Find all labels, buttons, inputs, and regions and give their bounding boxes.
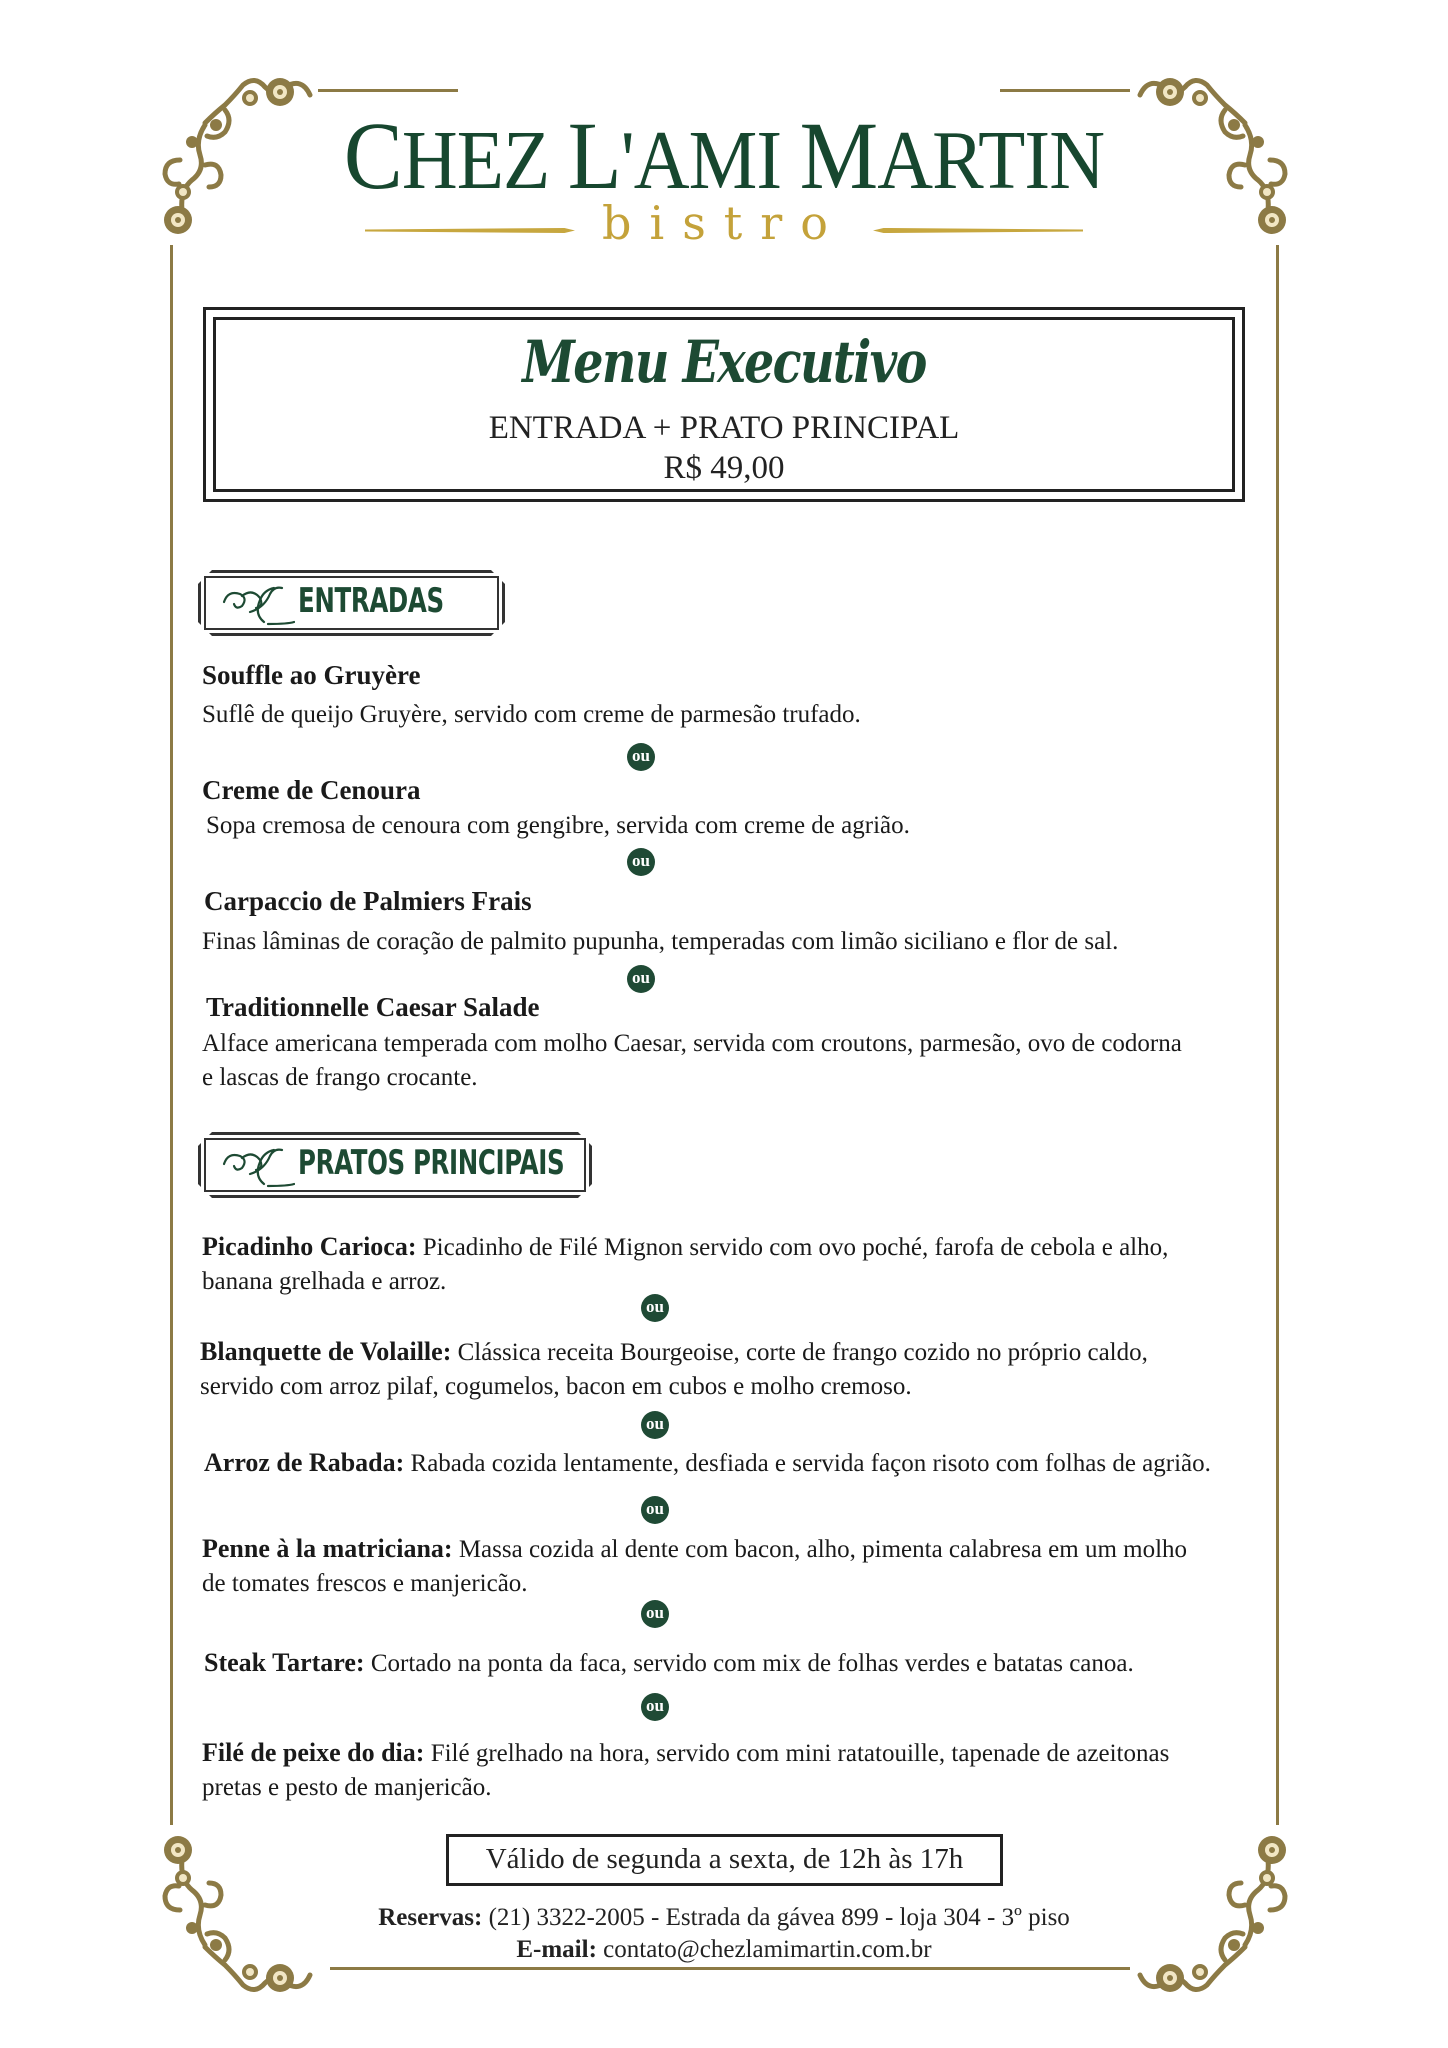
left-border [170,245,173,1825]
logo-letter-l: L [567,102,621,209]
or-separator-badge: ou [641,1411,669,1439]
prato-description: Filé grelhado na hora, servido com mini ratatouille, tapenade de azeitonas [424,1740,1170,1767]
entrada-description: Finas lâminas de coração de palmito pupunha, temperadas com limão siciliano e flor de sal. [202,928,1119,955]
prato-name: Steak Tartare: [204,1648,365,1677]
validity-notice: Válido de segunda a sexta, de 12h às 17h [446,1834,1003,1886]
prato-item [202,1532,1302,1601]
menu-subtitle: ENTRADA + PRATO PRINCIPAL [488,410,960,446]
entrada-name: Traditionnelle Caesar Salade [206,992,540,1022]
prato-name: Penne à la matriciana: [202,1534,453,1563]
prato-description: Picadinho de Filé Mignon servido com ovo poché, farofa de cebola e alho, [416,1234,1169,1261]
logo-text-hez: HEZ [401,114,568,207]
prato-description-cont: pretas e pesto de manjericão. [202,1774,492,1801]
flourish-icon [220,1144,295,1188]
or-separator-badge: ou [641,1693,669,1721]
logo-letter-c: C [343,102,402,209]
entrada-description: Sopa cremosa de cenoura com gengibre, servida com creme de agrião. [206,812,910,839]
or-separator-badge: ou [641,1294,669,1322]
prato-name: Arroz de Rabada: [204,1448,405,1477]
entrada-description-line1: Alface americana temperada com molho Caesar, servida com croutons, parmesão, ovo de codorna [202,1030,1182,1057]
or-separator-badge: ou [641,1496,669,1524]
menu-price: R$ 49,00 [663,450,785,486]
prato-item [204,1446,1304,1481]
prato-name: Filé de peixe do dia: [202,1738,425,1767]
or-separator-badge: ou [627,965,655,993]
prato-item [202,1230,1302,1299]
prato-item [202,1736,1302,1805]
prato-description: Cortado na ponta da faca, servido com mix de folhas verdes e batatas canoa. [364,1650,1134,1677]
prato-description-cont: de tomates frescos e manjericão. [202,1570,528,1597]
prato-description: Massa cozida al dente com bacon, alho, pimenta calabresa em um molho [452,1536,1188,1563]
or-separator-badge: ou [627,743,655,771]
entrada-description: Suflê de queijo Gruyère, servido com creme de parmesão trufado. [202,701,861,728]
reservations-line [0,1904,1448,1932]
prato-description: Rabada cozida lentamente, desfiada e servida façon risoto com folhas de agrião. [404,1450,1211,1477]
section-header-entradas [198,570,505,636]
entrada-name: Carpaccio de Palmiers Frais [204,886,532,916]
prato-description-cont: banana grelhada e arroz. [202,1268,447,1295]
prato-item [204,1646,1304,1681]
logo-subtitle-wrap [0,196,1448,250]
email-label: E-mail: [516,1936,597,1963]
top-border-left [318,89,458,92]
flourish-icon [220,582,295,626]
menu-executivo-box [203,307,1245,502]
restaurant-logo-name [58,102,1390,209]
or-separator-badge: ou [627,848,655,876]
logo-text-artin: ARTIN [877,114,1105,207]
menu-title: Menu Executivo [522,328,926,396]
prato-name: Picadinho Carioca: [202,1232,417,1261]
logo-letter-m: M [799,102,878,209]
entrada-description-line2: e lascas de frango crocante. [202,1064,478,1091]
section-header-label: ENTRADAS [298,581,444,621]
reservations-label: Reservas: [378,1904,483,1931]
entrada-name: Souffle ao Gruyère [202,660,421,690]
email-text[interactable]: contato@chezlamimartin.com.br [596,1936,932,1963]
logo-text-ami: 'AMI [620,114,800,207]
prato-name: Blanquette de Volaille: [200,1337,452,1366]
section-header-label: PRATOS PRINCIPAIS [298,1143,565,1183]
top-border-right [1000,89,1130,92]
prato-description-cont: servido com arroz pilaf, cogumelos, bacon em cubos e molho cremoso. [200,1373,912,1400]
prato-description: Clássica receita Bourgeoise, corte de frango cozido no próprio caldo, [451,1339,1148,1366]
or-separator-badge: ou [641,1600,669,1628]
section-header-pratos-principais [198,1132,592,1198]
bottom-border [330,1967,1130,1970]
prato-item [200,1335,1300,1404]
email-line [0,1936,1448,1964]
reservations-text: (21) 3322-2005 - Estrada da gávea 899 - loja 304 - 3º piso [482,1904,1070,1931]
entrada-name: Creme de Cenoura [202,775,421,805]
logo-subtitle: bistro [602,196,846,250]
